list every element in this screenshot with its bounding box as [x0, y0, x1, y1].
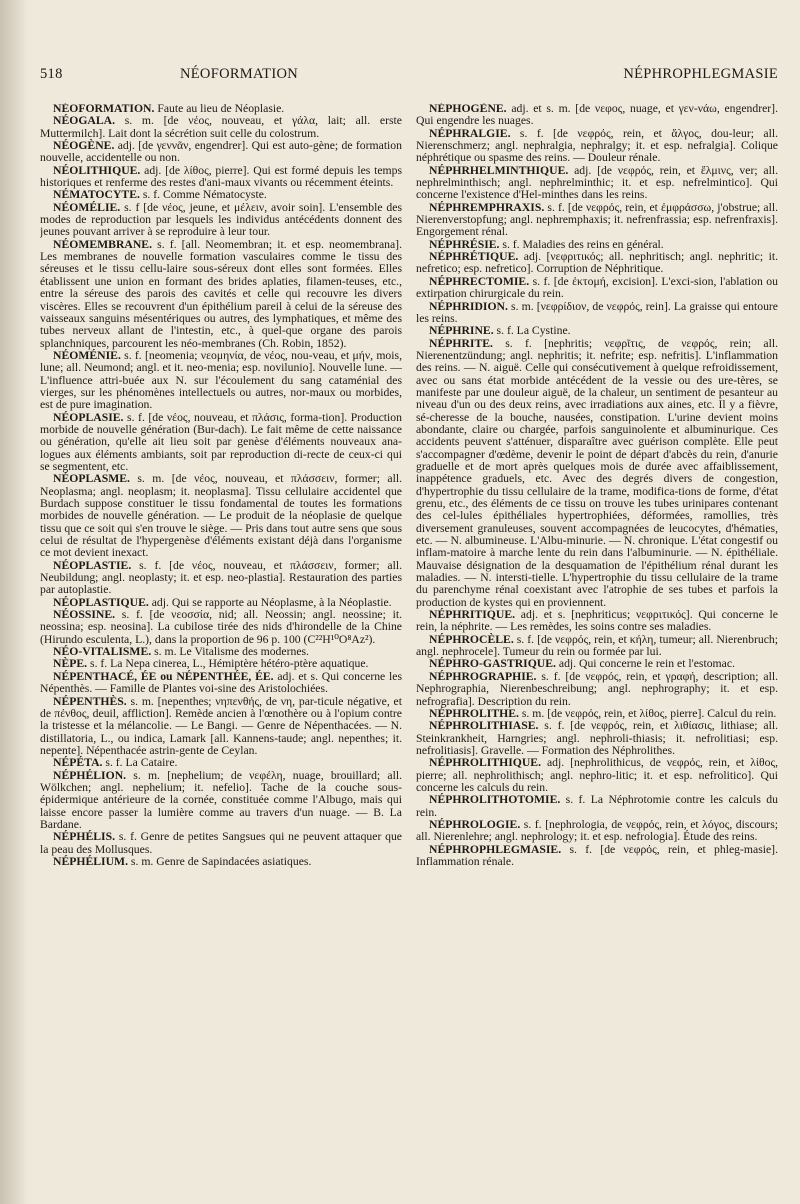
entry-definition: adj. et s. Qui concerne les Népenthès. — Famille de Plantes voi-sine des Aristolochiées.	[40, 669, 402, 696]
entry-headword: NÉPHRHELMINTHIQUE.	[429, 163, 569, 177]
dictionary-entry	[40, 165, 402, 190]
dictionary-entry	[416, 128, 778, 165]
dictionary-entry	[416, 301, 778, 326]
entry-headword: NÉOGALA.	[53, 114, 116, 128]
dictionary-entry	[40, 115, 402, 140]
dictionary-entry	[416, 671, 778, 708]
dictionary-entry	[416, 276, 778, 301]
right-column	[416, 103, 778, 1163]
entry-headword: NÉPHRITIQUE.	[429, 608, 516, 622]
dictionary-entry	[40, 696, 402, 758]
entry-headword: NÉPHRECTOMIE.	[429, 274, 530, 288]
entry-headword: NÉPENTHACÉ, ÉE ou NÉPENTHÉE, ÉE.	[53, 669, 274, 683]
entry-definition: adj. Qui se rapporte au Néoplasme, à la Néoplastie.	[148, 595, 392, 609]
entry-headword: NÉPHROLITHOTOMIE.	[429, 793, 561, 807]
entry-definition: adj. et s. m. [de νεφος, nuage, et γεν-νάω, engendrer]. Qui engendre les nuages.	[416, 103, 778, 128]
entry-headword: NÉOFORMATION.	[53, 103, 155, 115]
entry-headword: NÉPHÉLION.	[53, 768, 127, 782]
entry-headword: NÉOPLASME.	[53, 472, 130, 486]
entry-definition: s. f. [de νεφρός, rein, et ἄλγος, dou-leur; all. Nierenschmerz; angl. nephralgia, nephralgy; it. et esp. nefralgia]. Colique néphrétique ou spasme des reins. — Douleur rénale.	[416, 126, 778, 165]
dictionary-entry	[40, 609, 402, 646]
entry-definition: adj. [de λίθος, pierre]. Qui est formé depuis les temps historiques et renferme des restes d'ani-maux vivants ou récemment éteints.	[40, 163, 402, 190]
dictionary-entry	[416, 165, 778, 202]
entry-definition: s. f. [de νεφρός, rein, et ἐμφράσσω, j'obstrue; all. Nierenverstopfung; angl. nephremphaxis; it. nefrenfrassia; esp. nefrenfraxis]. Engorgement rénal.	[416, 200, 778, 239]
dictionary-entry	[40, 140, 402, 165]
entry-headword: NÉOSSINE.	[53, 608, 116, 622]
dictionary-entry	[416, 609, 778, 634]
dictionary-entry	[416, 844, 778, 869]
entry-definition: s. m. [de νέος, nouveau, et πλάσσειν, former; all. Neoplasma; angl. neoplasm; it. neoplasma]. Tissu cellulaire accidentel que Burdach suppose constituer le tissu fondamental de toutes les formations morbides de nouvelle génération. — Le produit de la néoplasie de quelque tissu que ce soit qui s'en trouve le siège. — Pris dans tout autre sens que sous celui de résultat de l'hypergenèse d'éléments existant déjà dans l'organisme ce mot devient inexact.	[40, 472, 402, 560]
entry-headword: NÉPHRALGIE.	[429, 126, 511, 140]
entry-headword: NÉPENTHÈS.	[53, 694, 127, 708]
dictionary-entry	[416, 251, 778, 276]
dictionary-entry	[416, 757, 778, 794]
dictionary-entry	[40, 831, 402, 856]
dictionary-entry	[40, 412, 402, 474]
entry-headword: NÉPHRINE.	[429, 324, 494, 338]
entry-definition: s. m. [de νεφρός, rein, et λίθος, pierre]. Calcul du rein.	[518, 706, 777, 720]
entry-definition: s. f. Maladies des reins en général.	[499, 237, 664, 251]
dictionary-entry	[40, 770, 402, 832]
entry-definition: s. m. [nepenthes; νηπενθής, de νη, par-ticule négative, et de πένθος, deuil, affliction]. Remède ancien à l'œnothère ou à l'opium contre la tristesse et la mélancolie. — Le Bangi. — Genre de Népenthacées. — N. distillatoria, L., ou indica, Lamark [all. Kannens-taude; angl. nepenthes; it. nepente]. Népenthacée astrin-gente de Ceylan.	[40, 694, 402, 757]
dictionary-entry	[40, 560, 402, 597]
entry-definition: adj. [de γεννᾶν, engendrer]. Qui est auto-gène; de formation nouvelle, accidentelle ou non.	[40, 139, 402, 165]
dictionary-entry	[416, 202, 778, 239]
entry-definition: adj. [de νεφρός, rein, et ἕλμινς, ver; all. nephrelminthisch; angl. nephrelminthic; it. et esp. nefrelmintico]. Qui concerne l'existence d'Hel-minthes dans les reins.	[416, 163, 778, 202]
entry-headword: NÉOMEMBRANE.	[53, 237, 153, 251]
dictionary-entry	[40, 473, 402, 559]
entry-headword: NÈPE.	[53, 657, 88, 671]
entry-definition: s. f. [de νέος, nouveau, et πλάσις, forma-tion]. Production morbide de nouvelle génération (Bur-dach). Le fait même de cette naissance ou génération, qu'elle ait lieu soit par genèse d'éléments nouveaux ana-logues aux éléments ambiants, soit par reproduction di-recte de ceux-ci qui se segmentent, etc.	[40, 410, 402, 473]
dictionary-entry	[416, 338, 778, 610]
entry-headword: NÉOPLASTIE.	[53, 558, 132, 572]
entry-headword: NÉMATOCYTE.	[53, 188, 140, 202]
left-running-head: NÉOFORMATION	[180, 66, 298, 82]
entry-definition: s. f. [all. Neomembran; it. et esp. neomembrana]. Les membranes de nouvelle formation vasculaires comme le tissu des séreuses et le tissu cellu-laire sous-séreux dont elles sont formées. Elles établissent une union en formant des brides aplaties, filamen-teuses, etc., entre la séreuse des parois des cavités et celle qui recouvre les divers viscères. Elles se recouvrent d'un épithélium pareil à celui de la séreuse des vaisseaux sanguins mésentériques ou autres, des lymphatiques, et même des tubes nerveux allant de l'intestin, etc., à quel-que organe des parois splanchniques, parcourent les néo-membranes (Ch. Robin, 1852).	[40, 237, 402, 350]
dictionary-entry	[416, 819, 778, 844]
entry-definition: s. f. Genre de petites Sangsues qui ne peuvent attaquer que la peau des Mollusques.	[40, 830, 402, 856]
entry-headword: NÉPHROLITHIQUE.	[429, 756, 542, 770]
entry-headword: NÉPÉTA.	[53, 756, 103, 770]
entry-headword: NÉOPLASIE.	[53, 410, 124, 424]
dictionary-entry	[416, 794, 778, 819]
entry-definition: s. m. Le Vitalisme des modernes.	[151, 645, 309, 659]
entry-definition: adj. [nephrolithicus, de νεφρός, rein, et λίθος, pierre; all. nephrolithisch; angl. nephro-litic; it. et esp. nefrolitico]. Qui concerne les calculs du rein.	[416, 756, 778, 794]
entry-definition: s. f. La Nepa cinerea, L., Hémiptère hétéro-ptère aquatique.	[87, 657, 369, 671]
entry-headword: NÉOMÉLIE.	[53, 200, 121, 214]
dictionary-entry	[40, 856, 402, 868]
entry-headword: NÉPHRIDION.	[429, 299, 508, 313]
entry-definition: adj. Qui concerne le rein et l'estomac.	[555, 657, 735, 671]
entry-headword: NÉPHROLOGIE.	[429, 817, 521, 831]
entry-definition: s. f. [de νεφρός, rein, et λιθίασις, lithiase; all. Steinkrankheit, Harngries; angl. nephroli-thiasis; it. nefrolitiasi; esp. nefrolitiasis]. Gravelle. — Formation des Néphrolithes.	[416, 719, 778, 757]
entry-headword: NÉPHROLITHIASE.	[429, 719, 539, 733]
entry-definition: s. m. Genre de Sapindacées asiatiques.	[128, 854, 312, 868]
dictionary-entry	[416, 634, 778, 659]
left-column	[40, 103, 402, 1163]
entry-definition: s. f. [de νεοσσία, nid; all. Neossin; angl. neossine; it. neossina; esp. neosina]. La cubilose tirée des nids d'hirondelle de la Chine (Hirundo esculenta, L.), dans la proportion de 96 p. 100 (C²²H¹⁰O⁸Az²).	[40, 608, 402, 646]
entry-definition: s. f. La Cystine.	[493, 324, 571, 338]
entry-definition: s. f. [de νέος, nouveau, et πλάσσειν, former; all. Neubildung; angl. neoplasty; it. et esp. neo-plastia]. Restauration des parties par autoplastie.	[40, 558, 402, 597]
entry-headword: NÉPHOGÈNE.	[429, 103, 507, 115]
dictionary-entry	[40, 202, 402, 239]
entry-definition: s. m. [de νέος, nouveau, et γάλα, lait; all. erste Muttermilch]. Lait dont la sécrétion suit celle du colostrum.	[40, 114, 402, 140]
entry-definition: adj. et s. [nephriticus; νεφριτικός]. Qui concerne le rein, la néphrite. — Les remèdes, les soins contre ses maladies.	[416, 608, 778, 634]
entry-definition: Faute au lieu de Néoplasie.	[154, 103, 285, 115]
entry-definition: adj. [νεφριτικός; all. nephritisch; angl. nephritic; it. nefretico; esp. nefretico]. Corruption de Néphritique.	[416, 250, 778, 276]
entry-headword: NÉPHRITE.	[429, 336, 493, 350]
entry-headword: NÉPHROPHLEGMASIE.	[429, 842, 562, 856]
dictionary-entry	[416, 103, 778, 128]
entry-headword: NÉPHRO-GASTRIQUE.	[429, 657, 556, 671]
dictionary-entry	[40, 239, 402, 350]
entry-definition: s. f. Comme Nématocyste.	[139, 188, 267, 202]
dictionary-entry	[40, 671, 402, 696]
entry-headword: NÉPHREMPHRAXIS.	[429, 200, 545, 214]
entry-headword: NÉPHROLITHE.	[429, 706, 519, 720]
dictionary-entry	[416, 720, 778, 757]
entry-definition: s. f. La Cataire.	[102, 756, 178, 770]
entry-headword: NÉPHRÉTIQUE.	[429, 250, 519, 264]
entry-headword: NÉPHRÉSIE.	[429, 237, 500, 251]
entry-definition: s. f. [nephrologia, de νεφρός, rein, et λόγος, discours; all. Nierenlehre; angl. nephrology; it. et esp. nefrologia]. Étude des reins.	[416, 817, 778, 844]
entry-headword: NÉPHÉLIUM.	[53, 854, 128, 868]
entry-definition: s. f. [de νεφρός, rein, et γραφή, description; all. Nephrographia, Nierenbeschreibung; angl. nephrography; it. et esp. nefrografia]. Description du rein.	[416, 669, 778, 708]
entry-definition: s. f. [de νεφρός, rein, et phleg-masie]. Inflammation rénale.	[416, 842, 778, 868]
entry-headword: NÉOMÉNIE.	[53, 348, 121, 362]
page-number: 518	[40, 66, 63, 82]
entry-definition: s. f. [nephritis; νεφρῖτις, de νεφρός, rein; all. Nierenentzündung; angl. nephritis; it. nefrite; esp. nefritis]. L'inflammation des reins. — N. aiguë. Celle qui consécutivement à quelque refroidissement, avec ou sans état morbide antécédent de la vessie ou des ure-tères, se manifeste par une douleur aiguë, de la chaleur, un sentiment de pesanteur au niveau d'un ou des deux reins, avec irradiations aux aines, etc. Il y a fièvre, sé-cheresse de la bouche, nausées, constipation. L'urine devient moins abondante, claire ou chargée, parfois sanguinolente et albuminurique. Ces accidents peuvent s'atténuer, disparaître avec guérison complète. Elle peut s'accompagner d'œdème, devenir le point de départ d'abcès du rein, d'anurie graduelle et de mort après quelques mois de durée avec affaiblissement, inappétence graduels, etc. Avec des degrés divers de congestion, d'hypertrophie du tissu cellulaire de la trame, modifica-tions de forme, d'état grenu, etc., des éléments de ce tissu on trouve les tubes urinipares contenant des cel-lules épithéliales hypertrophiées, déformées, ramollies, très diversement granuleuses, souvent accompagnées de leucocytes, d'hématies, etc. — N. albumineuse. L'Albu-minurie. — N. chronique. L'état congestif ou inflam-matoire à marche lente du rein dans l'albuminurie. — N. épithéliale. Mauvaise désignation de la desquamation de l'épithélium rénal durant les maladies. — N. intersti-tielle. L'hypertrophie du tissu cellulaire de la trame du parenchyme rénal coexistant avec l'atrophie de ses tubes et parfois la production de kystes qui en proviennent.	[416, 336, 778, 609]
running-header	[40, 66, 778, 90]
dictionary-entry	[40, 350, 402, 412]
entry-definition: s. f. [de νεφρός, rein, et κήλη, tumeur; all. Nierenbruch; angl. nephrocele]. Tumeur du rein ou formée par lui.	[416, 632, 778, 659]
entry-headword: NÉPHROGRAPHIE.	[429, 669, 537, 683]
entry-headword: NÉOPLASTIQUE.	[53, 595, 149, 609]
entry-headword: NÉPHROCÈLE.	[429, 632, 514, 646]
entry-definition: s. m. [νεφρίδιον, de νεφρός, rein]. La graisse qui entoure les reins.	[416, 299, 778, 325]
entry-definition: s. f [de νέος, jeune, et μέλειν, avoir soin]. L'ensemble des modes de reproduction par lesquels les individus antécédents donnent des jeunes pouvant arriver à se reproduire à leur tour.	[40, 200, 402, 239]
entry-definition: s. f. La Néphrotomie contre les calculs du rein.	[416, 793, 778, 819]
right-running-head: NÉPHROPHLEGMASIE	[623, 66, 778, 82]
entry-headword: NÉOLITHIQUE.	[53, 163, 141, 177]
entry-definition: s. f. [neomenia; νεομηνία, de νέος, nou-veau, et μήν, mois, lune; all. Neumond; angl. et it. neo-menia; esp. novilunio]. Nouvelle lune. — L'influence attri-buée aux N. sur l'écoulement du sang cataménial des vierges, sur les phénomènes intellectuels ou autres, nor-maux ou morbides, est de pure imagination.	[40, 348, 402, 412]
entry-headword: NÉO-VITALISME.	[53, 645, 152, 659]
page-binding-shadow	[0, 0, 28, 1204]
entry-definition: s. m. [nephelium; de νεφέλη, nuage, brouillard; all. Wölkchen; angl. nephelium; it. nefelio]. Tache de la couche sous-épidermique antérieure de la cornée, constituée comme l'Albugo, mais qui laisse encore passer la lumière comme au travers d'un nuage. — B. La Bardane.	[40, 768, 402, 831]
entry-definition: s. f. [de ἐκτομή, excision]. L'exci-sion, l'ablation ou extirpation chirurgicale du rein.	[416, 274, 778, 301]
entry-headword: NÉPHÉLIS.	[53, 830, 116, 844]
entry-headword: NÉOGÈNE.	[53, 139, 115, 153]
